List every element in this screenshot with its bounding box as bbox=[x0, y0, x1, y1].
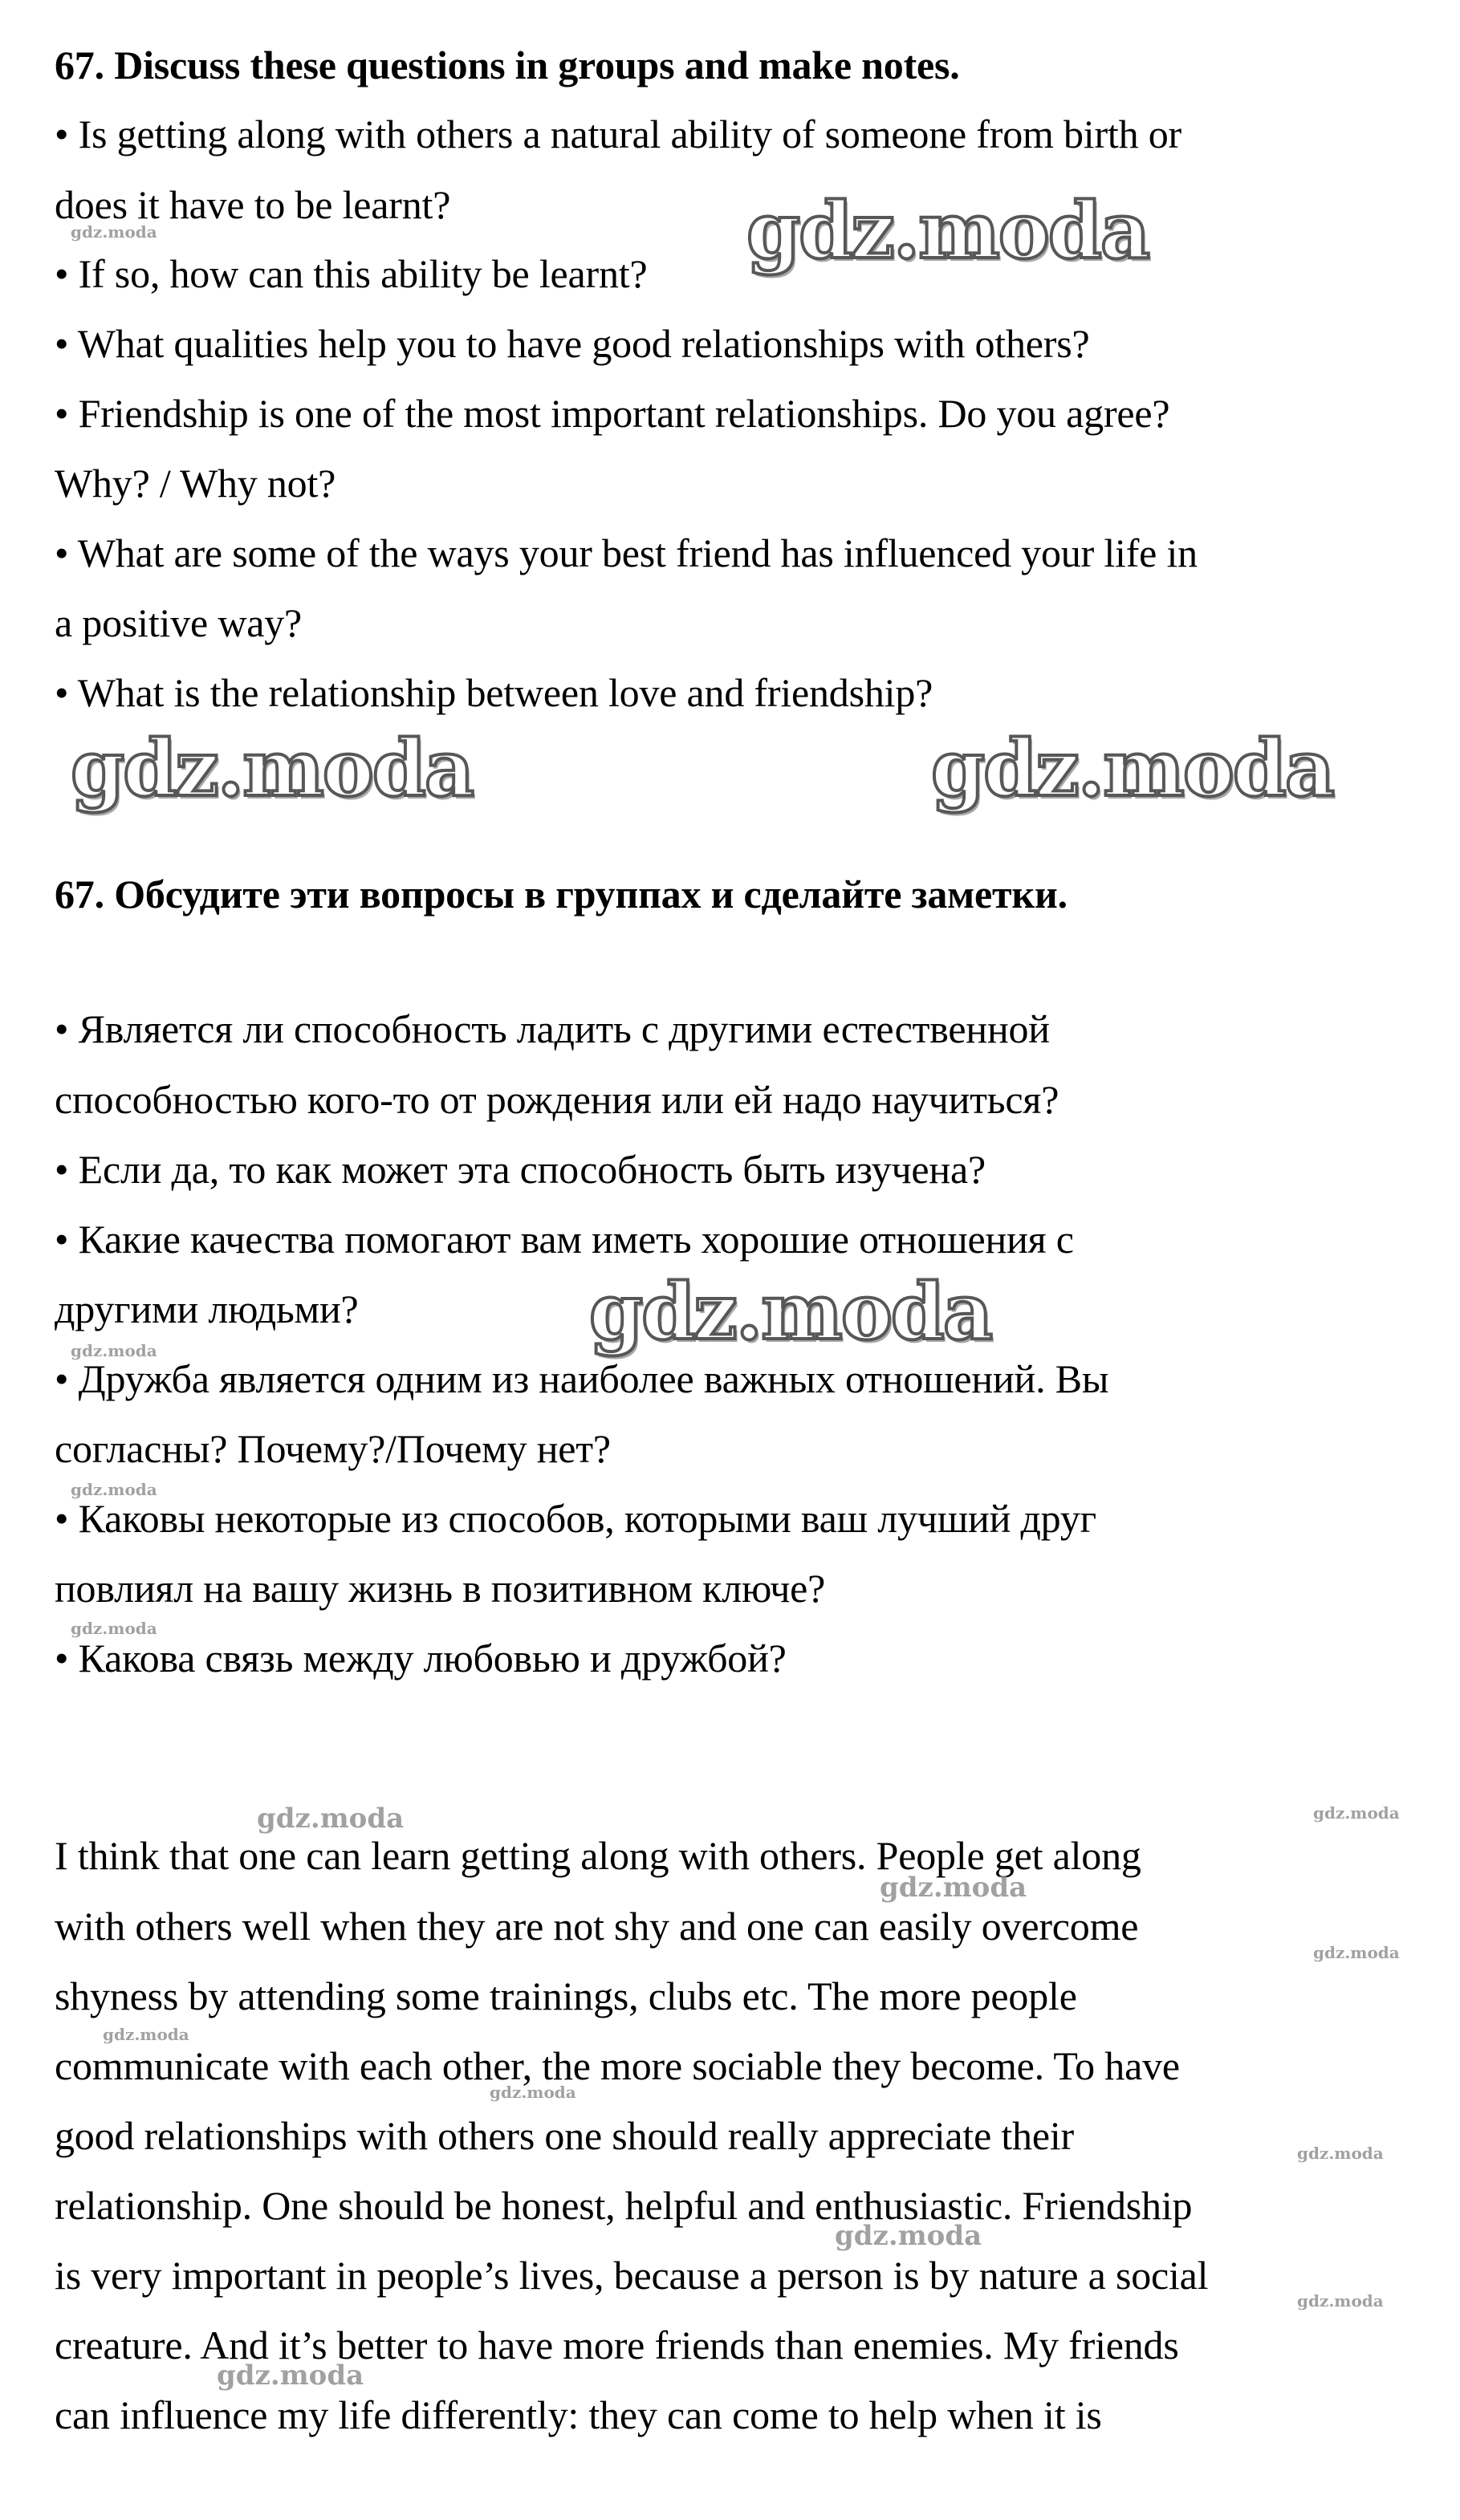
watermark-large: gdz.moda bbox=[71, 723, 474, 814]
watermark-large: gdz.moda bbox=[746, 185, 1149, 276]
watermark-tiny: gdz.moda bbox=[1313, 1803, 1400, 1823]
russian-line: • Если да, то как может эта способность быть изучена? bbox=[55, 1147, 986, 1192]
watermark-tiny: gdz.moda bbox=[71, 1619, 157, 1638]
russian-line: • Какие качества помогают вам иметь хорошие отношения с bbox=[55, 1217, 1074, 1262]
russian-line: • Является ли способность ладить с другими естественной bbox=[55, 1006, 1050, 1051]
watermark-tiny: gdz.moda bbox=[1313, 1943, 1400, 1962]
english-line: • What is the relationship between love and friendship? bbox=[55, 670, 933, 715]
watermark-large: gdz.moda bbox=[589, 1266, 992, 1357]
answer-line: can influence my life differently: they can come to help when it is bbox=[55, 2392, 1102, 2437]
english-line: • Friendship is one of the most important relationships. Do you agree? bbox=[55, 391, 1170, 436]
english-heading: 67. Discuss these questions in groups and make notes. bbox=[55, 43, 960, 87]
watermark-small: gdz.moda bbox=[217, 2359, 364, 2392]
answer-line: good relationships with others one should really appreciate their bbox=[55, 2113, 1074, 2158]
answer-line: with others well when they are not shy and one can easily overcome bbox=[55, 1904, 1139, 1949]
russian-line: • Какова связь между любовью и дружбой? bbox=[55, 1636, 787, 1681]
watermark-large: gdz.moda bbox=[931, 723, 1334, 814]
answer-line: creature. And it’s better to have more friends than enemies. My friends bbox=[55, 2323, 1179, 2368]
russian-line: способностью кого-то от рождения или ей надо научиться? bbox=[55, 1077, 1059, 1122]
watermark-tiny: gdz.moda bbox=[71, 222, 157, 242]
answer-line: I think that one can learn getting along with others. People get along bbox=[55, 1833, 1141, 1878]
answer-line: communicate with each other, the more sociable they become. To have bbox=[55, 2043, 1180, 2088]
watermark-tiny: gdz.moda bbox=[1297, 2144, 1384, 2163]
english-line: • What qualities help you to have good relationships with others? bbox=[55, 321, 1090, 366]
watermark-tiny: gdz.moda bbox=[71, 1480, 157, 1499]
russian-line: • Каковы некоторые из способов, которыми ваш лучший друг bbox=[55, 1496, 1096, 1541]
english-line: • What are some of the ways your best friend has influenced your life in bbox=[55, 530, 1198, 575]
watermark-tiny: gdz.moda bbox=[71, 1341, 157, 1360]
russian-line: • Дружба является одним из наиболее важных отношений. Вы bbox=[55, 1356, 1109, 1401]
russian-line: согласны? Почему?/Почему нет? bbox=[55, 1426, 611, 1471]
russian-line: другими людьми? bbox=[55, 1286, 359, 1331]
russian-heading: 67. Обсудите эти вопросы в группах и сделайте заметки. bbox=[55, 872, 1068, 917]
answer-line: relationship. One should be honest, helpful and enthusiastic. Friendship bbox=[55, 2183, 1193, 2228]
watermark-tiny: gdz.moda bbox=[1297, 2291, 1384, 2311]
watermark-small: gdz.moda bbox=[835, 2220, 982, 2252]
english-line: Why? / Why not? bbox=[55, 461, 336, 506]
answer-line: is very important in people’s lives, because a person is by nature a social bbox=[55, 2253, 1209, 2298]
english-line: • Is getting along with others a natural ability of someone from birth or bbox=[55, 112, 1181, 156]
watermark-tiny: gdz.moda bbox=[490, 2083, 576, 2102]
english-line: a positive way? bbox=[55, 600, 303, 645]
watermark-small: gdz.moda bbox=[880, 1872, 1027, 1904]
english-line: • If so, how can this ability be learnt? bbox=[55, 251, 648, 296]
english-line: does it have to be learnt? bbox=[55, 182, 451, 227]
russian-line: повлиял на вашу жизнь в позитивном ключе? bbox=[55, 1566, 826, 1611]
answer-line: shyness by attending some trainings, clubs etc. The more people bbox=[55, 1973, 1077, 2018]
watermark-small: gdz.moda bbox=[257, 1803, 405, 1835]
watermark-tiny: gdz.moda bbox=[103, 2025, 189, 2044]
